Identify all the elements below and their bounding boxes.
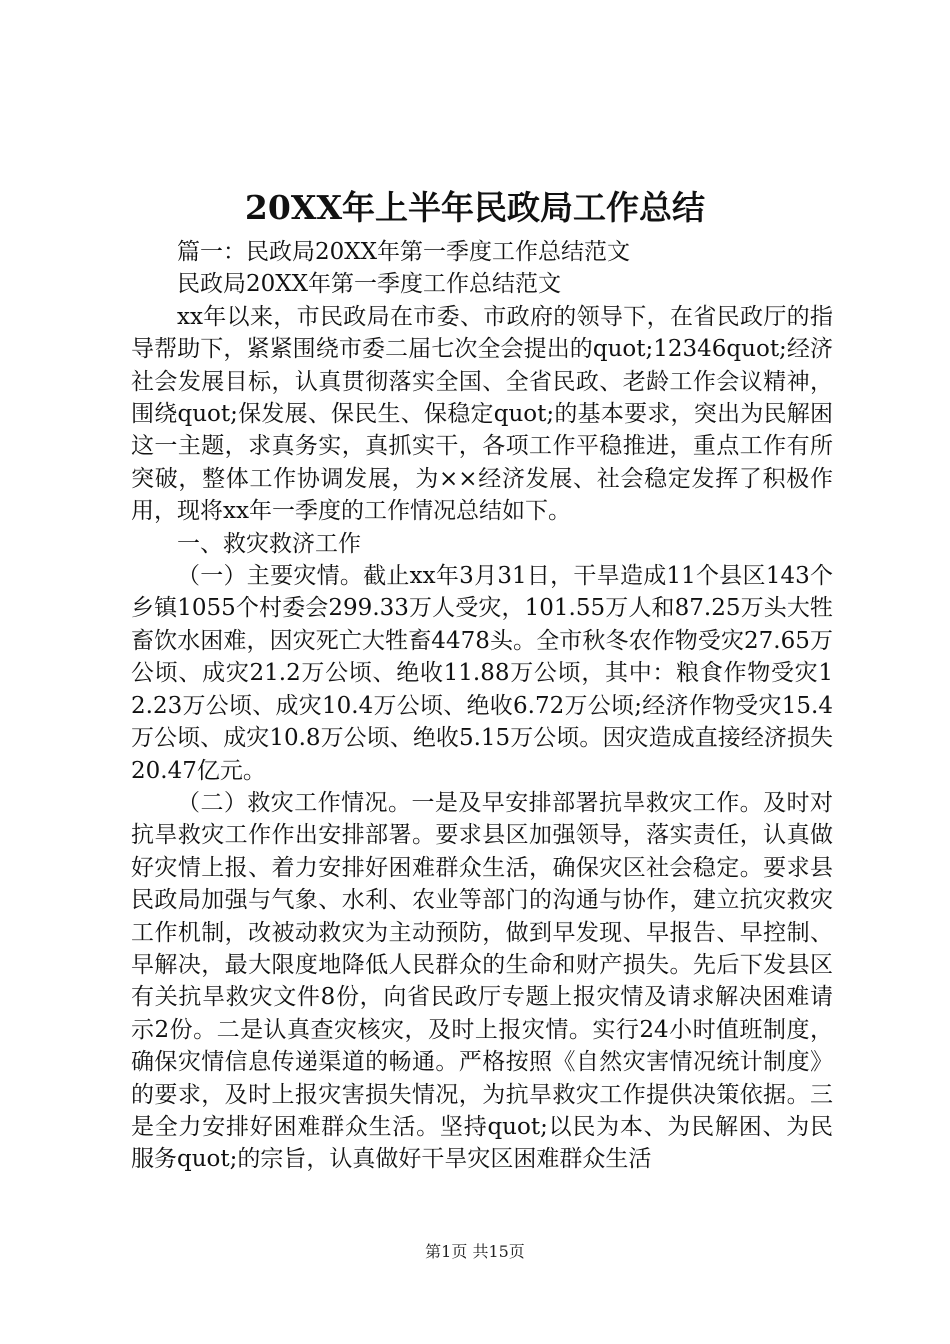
intro-paragraph: xx年以来，市民政局在市委、市政府的领导下，在省民政厅的指导帮助下，紧紧围绕市委二届七次全会提出的quot;12346quot;经济社会发展目标，认真贯彻落实全国、全省民政、老龄工作会议精神，围绕quot;保发展、保民生、保稳定quot;的基本要求，突出为民解困这一主题，求真务实，真抓实干，各项工作平稳推进，重点工作有所突破，整体工作协调发展，为××经济发展、社会稳定发挥了积极作用，现将xx年一季度的工作情况总结如下。 <box>131 303 833 525</box>
section-heading-disaster-relief: 一、救灾救济工作 <box>177 530 361 557</box>
paragraph-relief-work: （二）救灾工作情况。一是及早安排部署抗旱救灾工作。及时对抗旱救灾工作作出安排部署。要求县区加强领导，落实责任，认真做好灾情上报、着力安排好困难群众生活，确保灾区社会稳定。要求县民政局加强与气象、水利、农业等部门的沟通与协作，建立抗灾救灾工作机制，改被动救灾为主动预防，做到早发现、早报告、早控制、早解决，最大限度地降低人民群众的生命和财产损失。先后下发县区有关抗旱救灾文件8份，向省民政厅专题上报灾情及请求解决困难请示2份。二是认真查灾核灾，及时上报灾情。实行24小时值班制度，确保灾情信息传递渠道的畅通。严格按照《自然灾害情况统计制度》的要求，及时上报灾害损失情况，为抗旱救灾工作提供决策依据。三是全力安排好困难群众生活。坚持quot;以民为本、为民解困、为民服务quot;的宗旨，认真做好干旱灾区困难群众生活 <box>131 789 833 1173</box>
document-title: 20XX年上半年民政局工作总结 <box>244 188 706 227</box>
article-subtitle: 民政局20XX年第一季度工作总结范文 <box>177 271 562 298</box>
page-footer: 第1页 共15页 <box>425 1242 525 1261</box>
section-heading-part-one: 篇一：民政局20XX年第一季度工作总结范文 <box>177 239 631 265</box>
paragraph-main-disaster: （一）主要灾情。截止xx年3月31日，干旱造成11个县区143个乡镇1055个村委会299.33万人受灾，101.55万人和87.25万头大牲畜饮水困难，因灾死亡大牲畜4478头。全市秋冬农作物受灾27.65万公顷、成灾21.2万公顷、绝收11.88万公顷，其中：粮食作物受灾12.23万公顷、成灾10.4万公顷、绝收6.72万公顷;经济作物受灾15.4万公顷、成灾10.8万公顷、绝收5.15万公顷。因灾造成直接经济损失20.47亿元。 <box>131 563 833 784</box>
document-body <box>131 236 833 1176</box>
